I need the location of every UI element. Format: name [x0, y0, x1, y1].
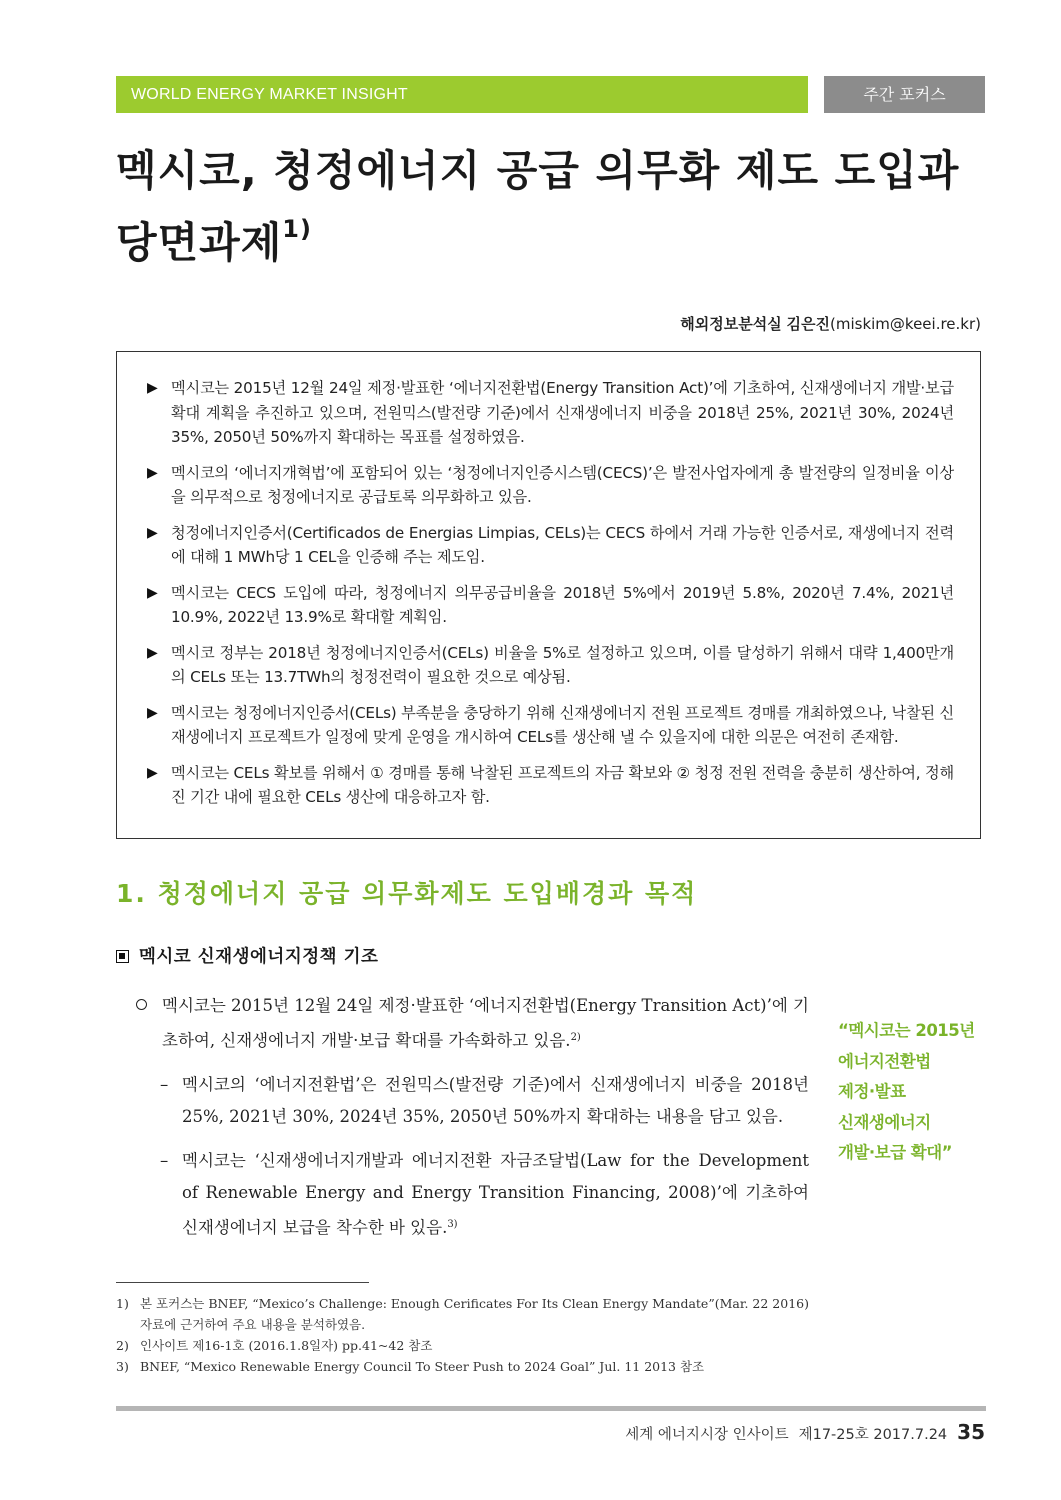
summary-item: [147, 461, 954, 510]
footnote-text: 인사이트 제16-1호 (2016.1.8일자) pp.41~42 참조: [140, 1338, 433, 1353]
summary-text: 멕시코 정부는 2018년 청정에너지인증서(CELs) 비율을 5%로 설정하고 있으며, 이를 달성하기 위해서 대략 1,400만개의 CELs 또는 13.7TWh의 청정전력이 필요한 것으로 예상됨.: [171, 643, 954, 686]
dash-text: 멕시코는 ‘신재생에너지개발과 에너지전환 자금조달법(Law for the Development of Renewable Energy and Energy Transition Financing, 2008)’에 기초하여 신재생에너지 보급을 착수한 바 있음.: [182, 1151, 809, 1237]
triangle-bullet-icon: ▶: [147, 584, 158, 601]
pull-quote-line: “멕시코는 2015년: [838, 1021, 975, 1040]
section-heading: 1. 청정에너지 공급 의무화제도 도입배경과 목적: [116, 879, 698, 908]
summary-item: [147, 581, 954, 630]
author-dept: 해외정보분석실: [680, 315, 782, 333]
footnote: [116, 1293, 809, 1335]
page-number: 35: [957, 1420, 985, 1444]
footnote-number: 3): [116, 1359, 129, 1374]
summary-text: 멕시코는 CECS 도입에 따라, 청정에너지 의무공급비율을 2018년 5%에서 2019년 5.8%, 2020년 7.4%, 2021년 10.9%, 2022년 13.9%로 확대할 계획임.: [171, 583, 954, 626]
summary-text: 멕시코의 ‘에너지개혁법’에 포함되어 있는 ‘청정에너지인증시스템(CECS)’은 발전사업자에게 총 발전량의 일정비율 이상을 의무적으로 청정에너지로 공급토록 의무화하고 있음.: [171, 463, 954, 506]
square-bullet-icon: [116, 950, 129, 963]
dash-bullet: –: [160, 1075, 169, 1094]
page-footer: [625, 1420, 985, 1444]
triangle-bullet-icon: ▶: [147, 380, 158, 396]
section-tag: 주간 포커스: [824, 76, 985, 113]
footnote: [116, 1356, 809, 1377]
summary-text: 청정에너지인증서(Certificados de Energias Limpias, CELs)는 CECS 하에서 거래 가능한 인증서로, 재생에너지 전력에 대해 1 MWh당 1 CEL을 인증해 주는 제도임.: [171, 523, 954, 566]
dash-item: [134, 1069, 809, 1133]
page-title: [116, 142, 996, 272]
dash-text: 멕시코의 ‘에너지전환법’은 전원믹스(발전량 기준)에서 신재생에너지 비중을 2018년 25%, 2021년 30%, 2024년 35%, 2050년 50%까지 확대하는 내용을 담고 있음.: [182, 1075, 809, 1126]
triangle-bullet-icon: ▶: [147, 464, 158, 481]
footnote-text: BNEF, “Mexico Renewable Energy Council To Steer Push to 2024 Goal” Jul. 11 2013 참조: [140, 1359, 705, 1374]
footnote-ref: 2): [570, 1032, 581, 1043]
pull-quote-line: 개발·보급 확대”: [838, 1143, 952, 1162]
footnote-divider: [116, 1282, 369, 1283]
author-name: 김은진: [786, 315, 830, 333]
summary-item: [147, 761, 954, 810]
title-line-1: 멕시코, 청정에너지 공급 의무화 제도 도입과: [116, 146, 960, 195]
summary-item: [147, 701, 954, 750]
dash-bullet: –: [160, 1151, 169, 1170]
footnote-text: 본 포커스는 BNEF, “Mexico’s Challenge: Enough Cerificates For Its Clean Energy Mandate”(Mar. 22 2016)자료에 근거하여 주요 내용을 분석하였음.: [140, 1296, 809, 1332]
triangle-bullet-icon: ▶: [147, 704, 158, 721]
dash-item: [134, 1145, 809, 1244]
subheading-text: 멕시코 신재생에너지정책 기조: [139, 947, 379, 967]
circle-bullet-icon: [136, 999, 147, 1010]
footer-issue: 제17-25호 2017.7.24: [798, 1427, 948, 1443]
pull-quote-line: 에너지전환법: [838, 1051, 931, 1071]
summary-text: 멕시코는 청정에너지인증서(CELs) 부족분을 충당하기 위해 신재생에너지 전원 프로젝트 경매를 개최하였으나, 낙찰된 신재생에너지 프로젝트가 일정에 맞게 운영을 개시하여 CELs를 생산해 낼 수 있을지에 대한 의문은 여전히 존재함.: [171, 703, 954, 746]
title-footnote-ref: 1): [282, 215, 312, 243]
footnote-ref: 3): [447, 1219, 458, 1230]
circle-bullet-item: [134, 990, 809, 1057]
triangle-bullet-icon: ▶: [147, 524, 158, 541]
title-line-2-text: 당면과제: [116, 218, 283, 267]
summary-text: 멕시코는 2015년 12월 24일 제정·발표한 ‘에너지전환법(Energy Transition Act)’에 기초하여, 신재생에너지 개발·보급 확대 계획을 추진하고 있으며, 전원믹스(발전량 기준)에서 신재생에너지 비중을 2018년 25%, 2021년 30%, 2024년 35%, 2050년 50%까지 확대하는 목표를 설정하였음.: [171, 379, 954, 446]
author-email: (miskim@keei.re.kr): [830, 315, 981, 333]
summary-item: [147, 641, 954, 690]
summary-item: [147, 521, 954, 570]
header-series-bar: WORLD ENERGY MARKET INSIGHT: [116, 76, 808, 113]
summary-box: [116, 351, 981, 839]
footer-divider: [116, 1406, 986, 1411]
triangle-bullet-icon: ▶: [147, 764, 158, 781]
pull-quote-line: 신재생에너지: [838, 1112, 931, 1132]
title-line-2: [116, 200, 996, 272]
body-text: [134, 990, 809, 1244]
triangle-bullet-icon: ▶: [147, 644, 158, 661]
summary-text: 멕시코는 CELs 확보를 위해서 ① 경매를 통해 낙찰된 프로젝트의 자금 확보와 ② 청정 전원 전력을 충분히 생산하여, 정해진 기간 내에 필요한 CELs 생산에 대응하고자 함.: [171, 763, 954, 806]
footnote-number: 2): [116, 1338, 129, 1353]
subheading: [116, 943, 378, 968]
footnotes: [116, 1293, 809, 1377]
pull-quote-line: 제정·발표: [838, 1082, 906, 1101]
pull-quote: [838, 1016, 988, 1169]
footnote: [116, 1335, 809, 1356]
author-line: [680, 313, 981, 334]
bullet-text: 멕시코는 2015년 12월 24일 제정·발표한 ‘에너지전환법(Energy Transition Act)’에 기초하여, 신재생에너지 개발·보급 확대를 가속화하고 있음.: [162, 996, 809, 1050]
footer-publication: 세계 에너지시장 인사이트: [625, 1427, 789, 1443]
summary-item: [147, 376, 954, 450]
footnote-number: 1): [116, 1296, 129, 1311]
